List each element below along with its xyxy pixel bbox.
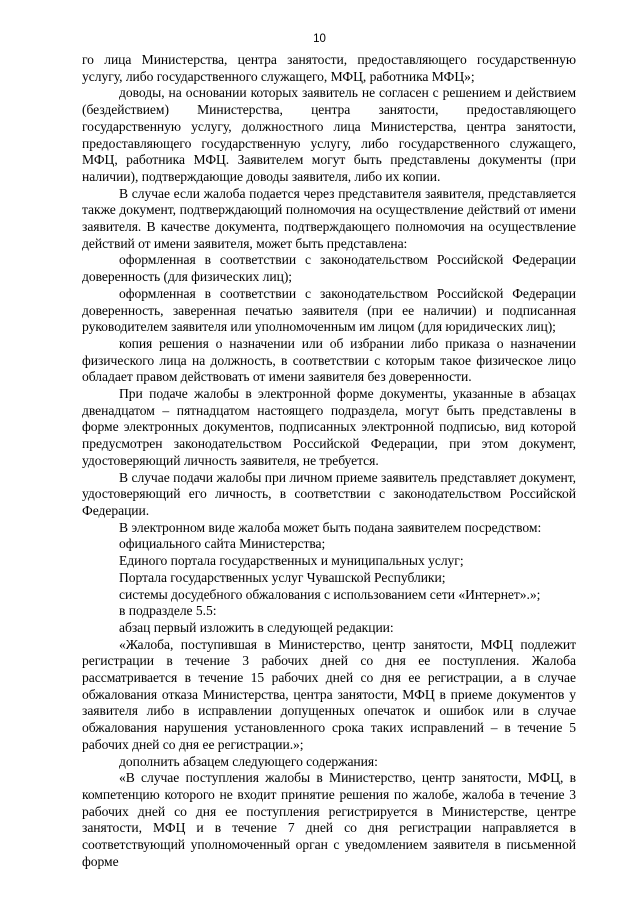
paragraph: В случае если жалоба подается через представителя заявителя, представляется также документ, подтверждающий полномочия на осуществление действий от имени заявителя. В качестве документа, подтверждающего полномочия на осуществление действий от имени заявителя, может быть представлена: bbox=[82, 185, 576, 251]
paragraph: копия решения о назначении или об избрании либо приказа о назначении физического лица на должность, в соответствии с которым такое физическое лицо обладает правом действовать от имени заявителя без доверенности. bbox=[82, 335, 576, 385]
paragraph: оформленная в соответствии с законодательством Российской Федерации доверенность (для физических лиц); bbox=[82, 252, 576, 285]
paragraph: «В случае поступления жалобы в Министерство, центр занятости, МФЦ, в компетенцию которого не входит принятие решения по жалобе, жалоба в течение 3 рабочих дней со дня ее поступления регистрируется в Министерстве, центре занятости, МФЦ и в течение 7 дней со дня регистрации направляется в соответствующий уполномоченный орган с уведомлением заявителя в письменной форме bbox=[82, 770, 576, 869]
paragraph: оформленная в соответствии с законодательством Российской Федерации доверенность, заверенная печатью заявителя (при ее наличии) и подписанная руководителем заявителя или уполномоченным им лицом (для юридических лиц); bbox=[82, 285, 576, 335]
paragraph: абзац первый изложить в следующей редакции: bbox=[119, 619, 394, 635]
paragraph: го лица Министерства, центра занятости, предоставляющего государственную услугу, либо государственного служащего, МФЦ, работника МФЦ»; bbox=[82, 52, 576, 84]
paragraph: «Жалоба, поступившая в Министерство, центр занятости, МФЦ подлежит регистрации в течение 3 рабочих дней со дня ее поступления. Жалоба рассматривается в течение 15 рабочих дней со дня ее регистрации, а в случае обжалования отказа Министерства, центра занятости, МФЦ в приеме документов у заявителя либо в исправлении допущенных опечаток и ошибок или в случае обжалования нарушения установленного срока таких исправлений – в течение 5 рабочих дней со дня ее регистрации.»; bbox=[82, 636, 576, 752]
paragraph: Портала государственных услуг Чувашской Республики; bbox=[119, 569, 446, 585]
paragraph: В электронном виде жалоба может быть подана заявителем посредством: bbox=[119, 519, 542, 535]
paragraph: Единого портала государственных и муниципальных услуг; bbox=[119, 553, 464, 569]
paragraph: в подразделе 5.5: bbox=[119, 603, 217, 619]
document-body bbox=[82, 52, 576, 870]
paragraph: системы досудебного обжалования с использованием сети «Интернет».»; bbox=[119, 586, 541, 602]
paragraph: дополнить абзацем следующего содержания: bbox=[119, 753, 378, 769]
paragraph: доводы, на основании которых заявитель не согласен с решением и действием (бездействием) Министерства, центра занятости, предоставляющего государственную услугу, должностного лица Министерства, центра занятости, предоставляющего государственную услугу, либо государственного служащего, МФЦ, работника МФЦ. Заявителем могут быть представлены документы (при наличии), подтверждающие доводы заявителя, либо их копии. bbox=[82, 85, 576, 184]
paragraph: официального сайта Министерства; bbox=[119, 536, 326, 552]
paragraph: При подаче жалобы в электронной форме документы, указанные в абзацах двенадцатом – пятнадцатом настоящего подраздела, могут быть представлены в форме электронных документов, подписанных электронной подписью, вид которой предусмотрен законодательством Российской Федерации, при этом документ, удостоверяющий личность заявителя, не требуется. bbox=[82, 386, 576, 468]
page-number: 10 bbox=[313, 33, 326, 45]
paragraph: В случае подачи жалобы при личном приеме заявитель представляет документ, удостоверяющий его личность, в соответствии с законодательством Российской Федерации. bbox=[82, 469, 576, 518]
